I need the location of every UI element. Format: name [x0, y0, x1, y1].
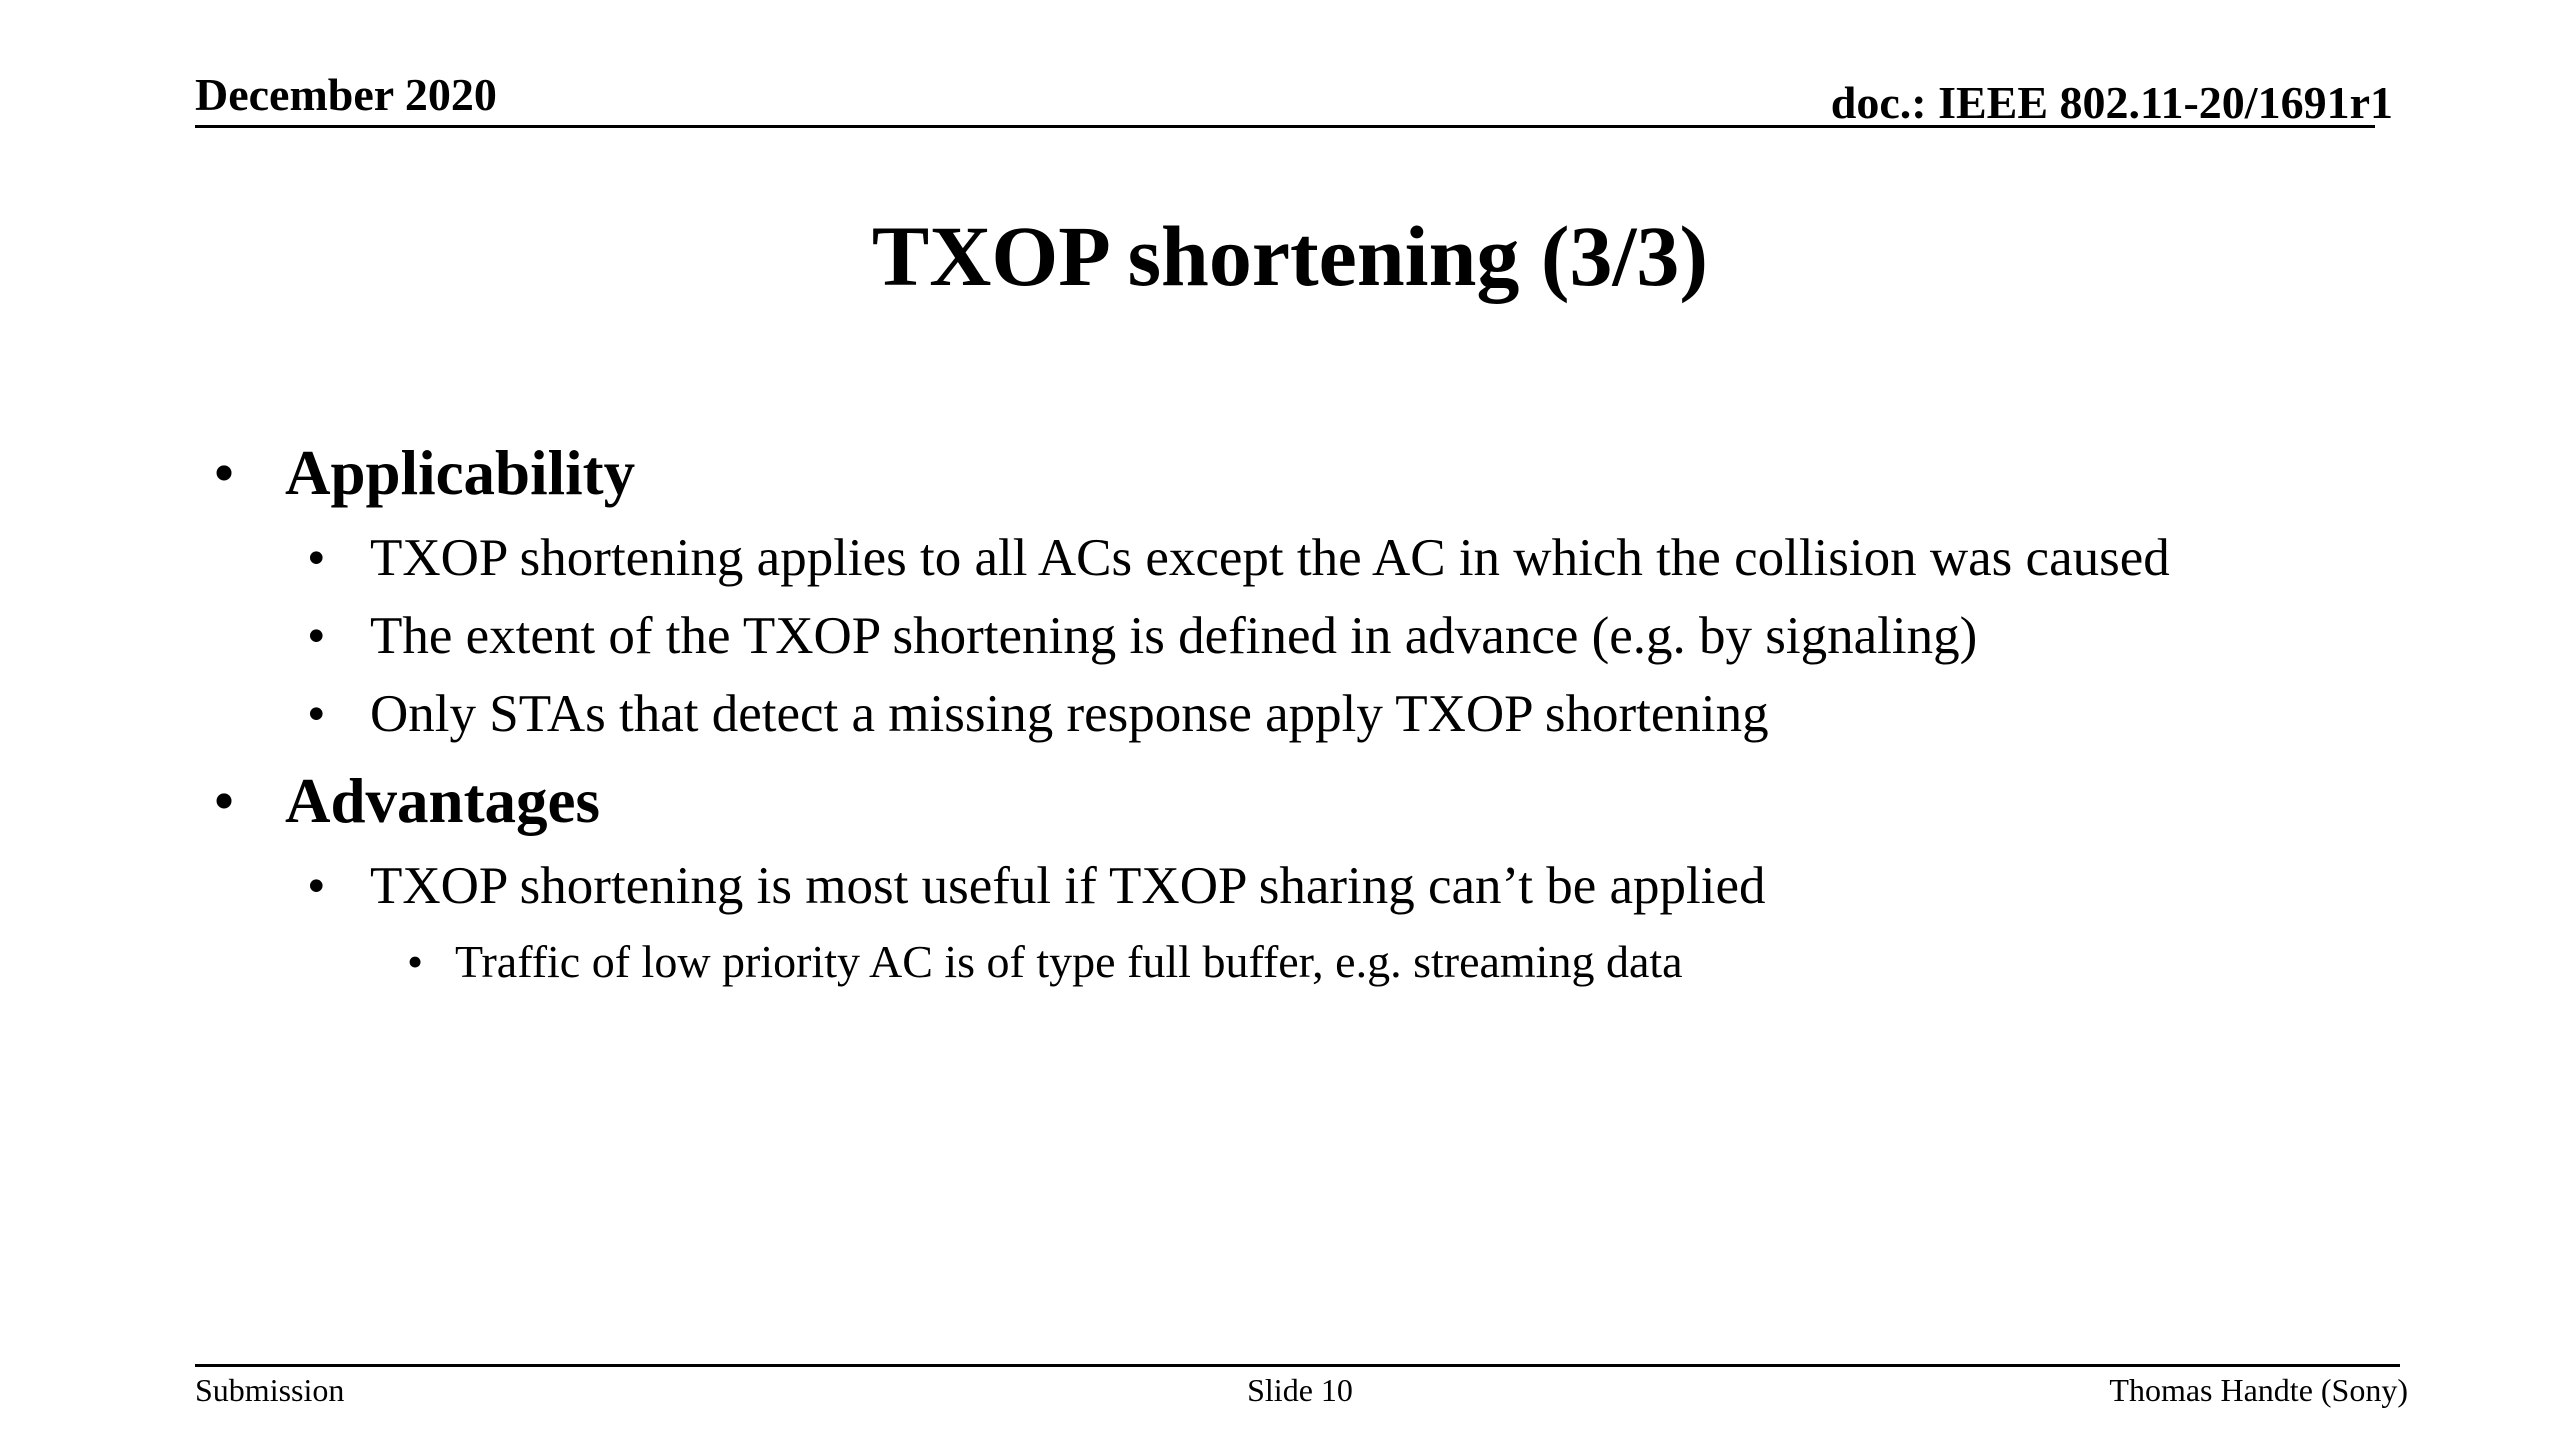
footer-slide-number: Slide 10	[1247, 1372, 1353, 1408]
bullet-item	[307, 607, 1978, 665]
bullet-icon: •	[307, 607, 326, 665]
bullet-heading-text: Applicability	[285, 438, 636, 508]
bullet-icon: •	[213, 438, 236, 508]
footer-submission: Submission	[195, 1372, 345, 1408]
header-divider	[195, 125, 2375, 128]
bullet-icon: •	[307, 857, 326, 915]
footer-divider	[195, 1364, 2400, 1367]
bullet-subitem-text: Traffic of low priority AC is of type full buffer, e.g. streaming data	[455, 936, 1683, 987]
bullet-item	[307, 857, 1766, 915]
bullet-item-text: The extent of the TXOP shortening is defined in advance (e.g. by signaling)	[370, 607, 1978, 665]
header-doc-id: doc.: IEEE 802.11-20/1691r1	[1830, 77, 2393, 128]
bullet-icon: •	[307, 529, 326, 587]
bullet-item	[307, 529, 2170, 587]
bullet-item	[307, 685, 1769, 743]
bullet-heading-advantages	[213, 766, 601, 836]
bullet-heading-applicability	[213, 438, 636, 508]
bullet-item-text: TXOP shortening is most useful if TXOP sharing can’t be applied	[370, 857, 1766, 915]
bullet-icon: •	[213, 766, 236, 836]
bullet-item-text: Only STAs that detect a missing response apply TXOP shortening	[370, 685, 1769, 743]
bullet-icon: •	[407, 936, 424, 987]
bullet-icon: •	[307, 685, 326, 743]
header-date: December 2020	[195, 69, 497, 120]
bullet-item-text: TXOP shortening applies to all ACs except the AC in which the collision was caused	[370, 529, 2170, 587]
bullet-heading-text: Advantages	[285, 766, 601, 836]
footer-author: Thomas Handte (Sony)	[2109, 1372, 2408, 1408]
slide-title: TXOP shortening (3/3)	[871, 208, 1709, 304]
bullet-subitem	[407, 936, 1683, 987]
